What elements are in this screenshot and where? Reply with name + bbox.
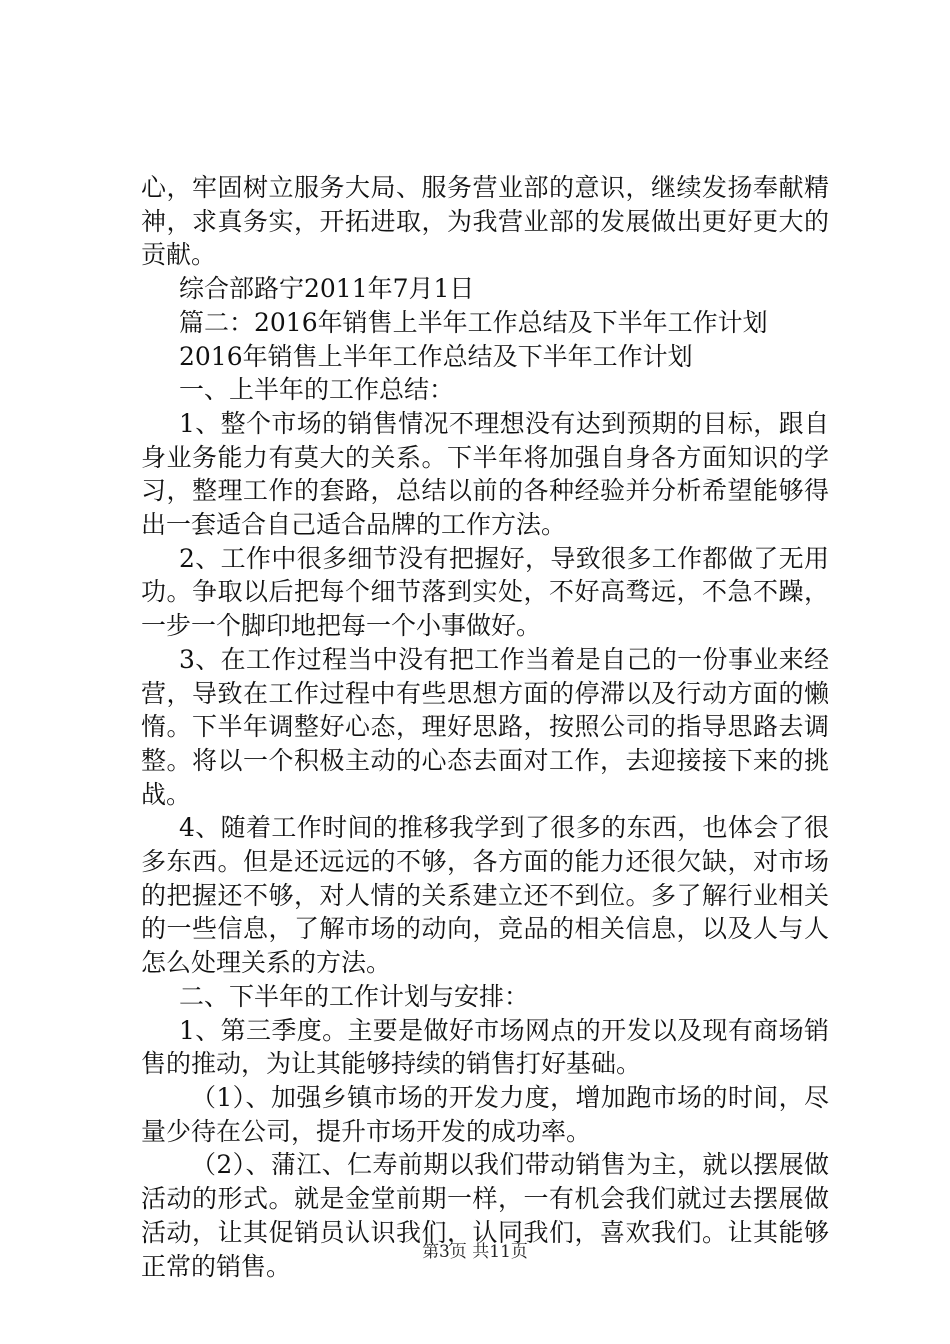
paragraph-item-4: 4、随着工作时间的推移我学到了很多的东西，也体会了很多东西。但是还远远的不够，各方面的能力还很欠缺，对市场的把握还不够，对人情的关系建立还不到位。多了解行业相关的一些信息，了解市场的动向，竞品的相关信息，以及人与人怎么处理关系的方法。 [141,813,829,978]
paragraph-plan-1: 1、第三季度。主要是做好市场网点的开发以及现有商场销售的推动，为让其能够持续的销售打好基础。 [141,1015,829,1079]
paragraph-heading-1: 一、上半年的工作总结： [179,375,455,405]
paragraph-item-2: 2、工作中很多细节没有把握好，导致很多工作都做了无用功。争取以后把每个细节落到实处，不好高骛远，不急不躁，一步一个脚印地把每一个小事做好。 [141,543,829,641]
document-body [0,171,950,1283]
paragraph-plan-1-a: （1）、加强乡镇市场的开发力度，增加跑市场的时间，尽量少待在公司，提升市场开发的成功率。 [141,1082,829,1146]
page-number-footer: 第3页 共11页 [422,1242,528,1262]
paragraph-section-title: 篇二：2016年销售上半年工作总结及下半年工作计划 [179,307,768,337]
paragraph-signature: 综合部路宁2011年7月1日 [179,274,475,304]
paragraph-item-3: 3、在工作过程当中没有把工作当着是自己的一份事业来经营，导致在工作过程中有些思想方面的停滞以及行动方面的懒惰。下半年调整好心态，理好思路，按照公司的指导思路去调整。将以一个积极主动的心态去面对工作，去迎接接下来的挑战。 [141,644,829,809]
paragraph-heading-2: 二、下半年的工作计划与安排： [179,981,530,1011]
paragraph-title: 2016年销售上半年工作总结及下半年工作计划 [179,341,693,371]
paragraph-continuation: 心，牢固树立服务大局、服务营业部的意识，继续发扬奉献精神，求真务实，开拓进取，为我营业部的发展做出更好更大的贡献。 [141,173,829,270]
paragraph-item-1: 1、整个市场的销售情况不理想没有达到预期的目标，跟自身业务能力有莫大的关系。下半年将加强自身各方面知识的学习，整理工作的套路，总结以前的各种经验并分析希望能够得出一套适合自己适合品牌的工作方法。 [141,408,829,540]
paragraph-plan-1-b: （2）、蒲江、仁寿前期以我们带动销售为主，就以摆展做活动的形式。就是金堂前期一样，一有机会我们就过去摆展做活动，让其促销员认识我们，认同我们，喜欢我们。让其能够正常的销售。 [141,1150,829,1281]
